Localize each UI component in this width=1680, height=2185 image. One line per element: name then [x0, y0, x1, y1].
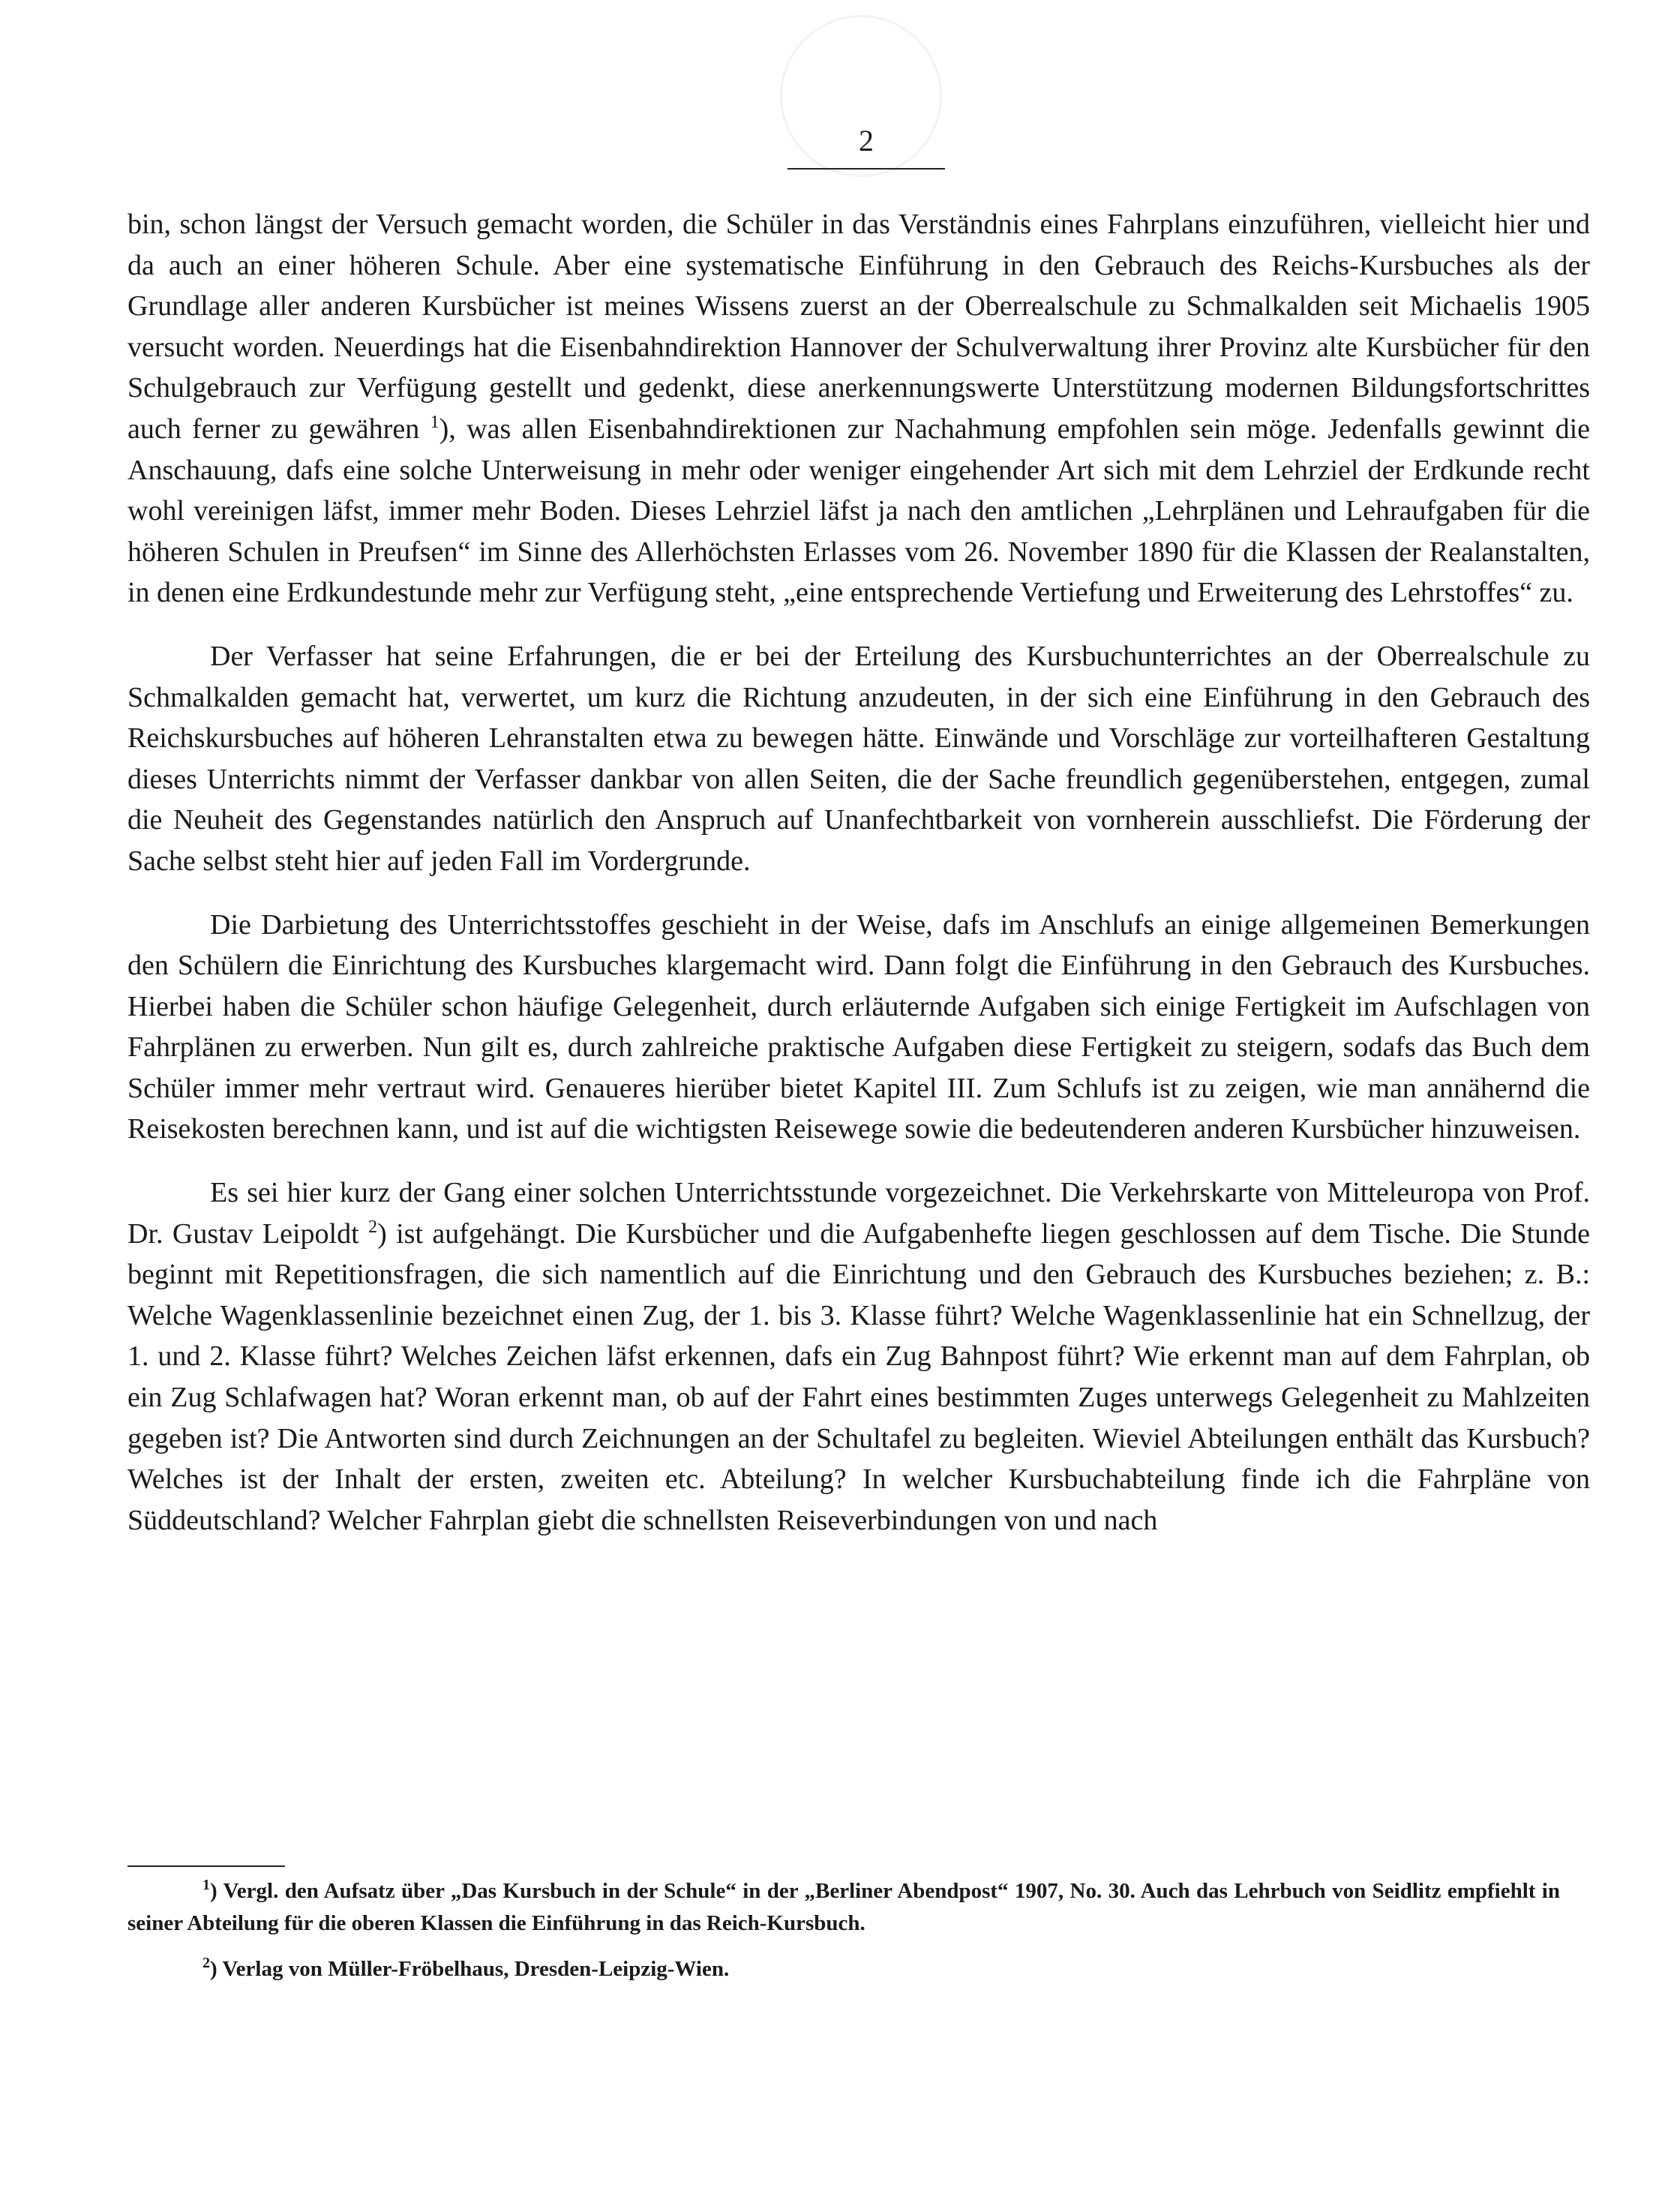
- footnote-ref-2: 2: [368, 1217, 378, 1237]
- paragraph-4-text: Es sei hier kurz der Gang einer solchen Unterrichtsstunde vorgezeichnet. Die Verkehrskarte von Mitteleuropa von Prof. Dr. Gustav Leipoldt: [128, 1177, 1590, 1250]
- paragraph-1-text-cont: ), was allen Eisenbahndirektionen zur Nachahmung empfohlen sein möge. Jedenfalls gewinnt die Anschauung, dafs eine solche Unterweisung in mehr oder weniger eingehender Art sich mit dem Lehrziel der Erdkunde recht wohl vereinigen läfst, immer mehr Boden. Dieses Lehrziel läfst ja nach den amtlichen „Lehrplänen und Lehraufgaben für die höheren Schulen in Preufsen“ im Sinne des Allerhöchsten Erlasses vom 26. November 1890 für die Klassen der Realanstalten, in denen eine Erdkundestunde mehr zur Verfügung steht, „eine entsprechende Vertiefung und Erweiterung des Lehrstoffes“ zu.: [128, 413, 1591, 609]
- page-number-rule: [788, 168, 945, 170]
- paragraph-1: [128, 204, 1590, 614]
- paragraph-3: [128, 905, 1590, 1151]
- footnote-1-text: ) Vergl. den Aufsatz über „Das Kursbuch in der Schule“ in der „Berliner Abendpost“ 1907, No. 30. Auch das Lehrbuch von Seidlitz empfiehlt in seiner Abteilung für die oberen Klassen die Einführung in das Reich-Kursbuch.: [128, 1879, 1560, 1935]
- paragraph-4: [128, 1172, 1590, 1541]
- footnotes: [128, 1875, 1560, 1985]
- footnote-2: [128, 1953, 1560, 1985]
- paragraph-4-text-cont: ) ist aufgehängt. Die Kursbücher und die Aufgabenhefte liegen geschlossen auf dem Tische. Die Stunde beginnt mit Repetitionsfragen, die sich namentlich auf die Einrichtung und den Gebrauch des Kursbuches beziehen; z. B.: Welche Wagenklassenlinie bezeichnet einen Zug, der 1. bis 3. Klasse führt? Welche Wagenklassenlinie hat ein Schnellzug, der 1. und 2. Klasse führt? Welches Zeichen läfst erkennen, dafs ein Zug Bahnpost führt? Wie erkennt man auf dem Fahrplan, ob ein Zug Schlafwagen hat? Woran erkennt man, ob auf der Fahrt eines bestimmten Zuges unterwegs Gelegenheit zu Mahlzeiten gegeben ist? Die Antworten sind durch Zeichnungen an der Schultafel zu begleiten. Wieviel Abteilungen enthält das Kursbuch? Welches ist der Inhalt der ersten, zweiten etc. Abteilung? In welcher Kursbuchabteilung finde ich die Fahrpläne von Süddeutschland? Welcher Fahrplan giebt die schnellsten Reiseverbindungen von und nach: [128, 1217, 1591, 1536]
- footnote-1-marker: 1: [202, 1877, 210, 1893]
- footnote-2-text: ) Verlag von Müller-Fröbelhaus, Dresden-Leipzig-Wien.: [210, 1957, 730, 1981]
- paragraph-2-text: Der Verfasser hat seine Erfahrungen, die er bei der Erteilung des Kursbuchunterrichtes an der Oberrealschule zu Schmalkalden gemacht hat, verwertet, um kurz die Richtung anzudeuten, in der sich eine Einführung in den Gebrauch des Reichskursbuches auf höheren Lehranstalten etwa zu bewegen hätte. Einwände und Vorschläge zur vorteilhafteren Gestaltung dieses Unterrichts nimmt der Verfasser dankbar von allen Seiten, die der Sache freundlich gegenüberstehen, entgegen, zumal die Neuheit des Gegenstandes natürlich den Anspruch auf Unanfechtbarkeit von vornherein ausschliefst. Die Förderung der Sache selbst steht hier auf jeden Fall im Vordergrunde.: [128, 640, 1590, 877]
- paragraph-1-text: bin, schon längst der Versuch gemacht worden, die Schüler in das Verständnis eines Fahrplans einzuführen, vielleicht hier und da auch an einer höheren Schule. Aber eine systematische Einführung in den Gebrauch des Reichs-Kursbuches als der Grundlage aller anderen Kursbücher ist meines Wissens zuerst an der Oberrealschule zu Schmalkalden seit Michaelis 1905 versucht worden. Neuerdings hat die Eisenbahndirektion Hannover der Schulverwaltung ihrer Provinz alte Kursbücher für den Schulgebrauch zur Verfügung gestellt und gedenkt, diese anerkennungswerte Unterstützung modernen Bildungsfortschrittes auch ferner zu gewähren: [128, 209, 1590, 445]
- footnote-separator: [128, 1865, 285, 1867]
- footnote-ref-1: 1: [430, 412, 440, 432]
- paragraph-3-text: Die Darbietung des Unterrichtsstoffes geschieht in der Weise, dafs im Anschlufs an einige allgemeinen Bemerkungen den Schülern die Einrichtung des Kursbuches klargemacht wird. Dann folgt die Einführung in den Gebrauch des Kursbuches. Hierbei haben die Schüler schon häufige Gelegenheit, durch erläuternde Aufgaben sich einige Fertigkeit im Aufschlagen von Fahrplänen zu erwerben. Nun gilt es, durch zahlreiche praktische Aufgaben diese Fertigkeit zu steigern, sodafs das Buch dem Schüler immer mehr vertraut wird. Genaueres hierüber bietet Kapitel III. Zum Schlufs ist zu zeigen, wie man annähernd die Reisekosten berechnen kann, und ist auf die wichtigsten Reisewege sowie die bedeutenderen anderen Kursbücher hinzuweisen.: [128, 908, 1590, 1145]
- footnote-1: [128, 1875, 1560, 1940]
- paragraph-2: [128, 636, 1590, 882]
- body-text: [128, 204, 1590, 1541]
- page-number: 2: [859, 124, 874, 158]
- footnote-2-marker: 2: [202, 1955, 210, 1971]
